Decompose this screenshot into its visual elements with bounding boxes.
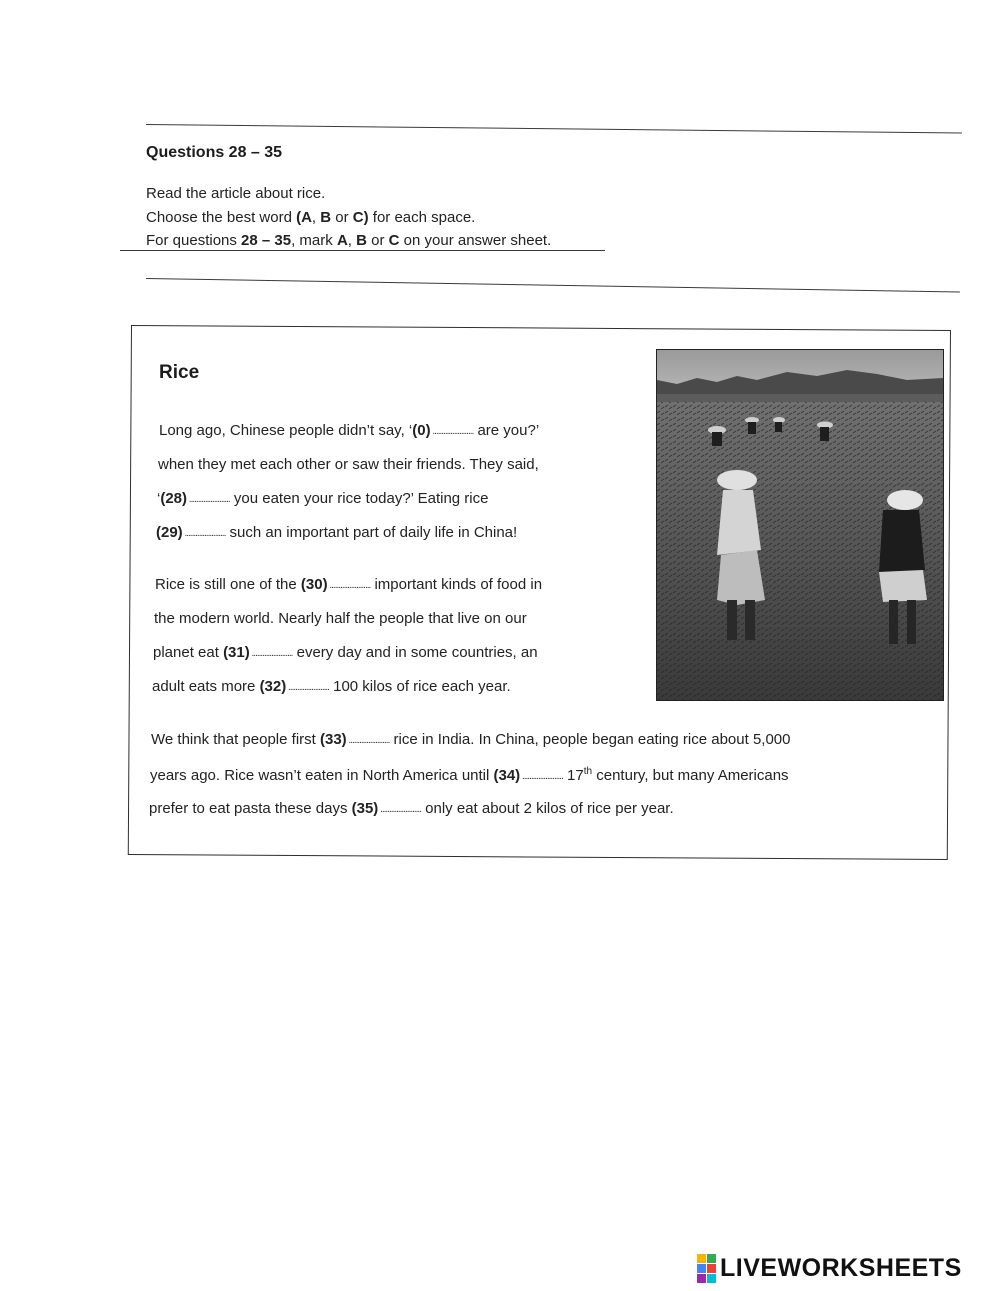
answer-gap: .......................	[430, 426, 474, 437]
logo-cube	[697, 1274, 706, 1283]
answer-gap: .......................	[378, 804, 421, 815]
bold-text: C)	[352, 209, 369, 226]
answer-gap: .......................	[286, 682, 329, 693]
instruction-line-3: For questions 28 – 35, mark A, B or C on your answer sheet.	[146, 232, 552, 249]
instruction-line-2: Choose the best word (A, B or C) for each space.	[146, 209, 476, 226]
bold-text: B	[320, 209, 332, 226]
answer-gap: .......................	[187, 494, 230, 505]
top-rule	[146, 124, 962, 134]
bold-text: (33)	[319, 731, 347, 748]
article-line: planet eat (31) ....................... every day and in some countries, an	[153, 644, 538, 661]
logo-cube	[697, 1264, 706, 1273]
bold-text: B	[356, 232, 367, 249]
answer-gap: .......................	[249, 648, 293, 659]
logo-cube	[697, 1254, 706, 1263]
logo-cube	[707, 1264, 716, 1273]
bold-text: A	[336, 232, 348, 249]
logo-cube	[707, 1254, 716, 1263]
bold-text: (29)	[156, 524, 183, 541]
article-line: prefer to eat pasta these days (35) ....................... only eat about 2 kilos of rice per year.	[149, 800, 674, 817]
bold-text: (0)	[412, 422, 431, 439]
bold-text: (A	[296, 209, 312, 226]
superscript-text: th	[583, 766, 593, 777]
bottom-rule	[146, 278, 960, 292]
instruction-underline	[120, 250, 605, 251]
article-line: Rice is still one of the (30) ....................... important kinds of food in	[155, 576, 543, 593]
answer-gap: .......................	[182, 528, 226, 539]
article-line: when they met each other or saw their friends. They said,	[158, 456, 539, 473]
liveworksheets-logo	[697, 1254, 962, 1283]
answer-gap: .......................	[520, 771, 563, 782]
bold-text: (28)	[160, 490, 188, 507]
answer-gap: .......................	[346, 735, 390, 746]
article-line: (29) ....................... such an important part of daily life in China!	[156, 524, 518, 541]
bold-text: (32)	[259, 678, 287, 695]
bold-text: (30)	[300, 576, 328, 593]
article-line: years ago. Rice wasn’t eaten in North America until (34) ....................... 17th century, but many Americans	[150, 766, 789, 784]
logo-cubes-icon	[697, 1254, 716, 1283]
article-title: Rice	[159, 362, 200, 383]
article-line: ‘(28) ....................... you eaten your rice today?’ Eating rice	[157, 490, 489, 507]
article-line: adult eats more (32) ....................... 100 kilos of rice each year.	[152, 678, 511, 695]
logo-text: LIVEWORKSHEETS	[720, 1254, 962, 1282]
answer-gap: .......................	[327, 580, 371, 591]
article-line: Long ago, Chinese people didn’t say, ‘(0) ....................... are you?’	[159, 422, 540, 439]
article-line: the modern world. Nearly half the people that live on our	[154, 610, 527, 627]
bold-text: (31)	[223, 644, 250, 661]
logo-cube	[707, 1274, 716, 1283]
bold-text: (35)	[351, 800, 379, 817]
questions-heading: Questions 28 – 35	[146, 144, 283, 161]
instruction-line-1: Read the article about rice.	[146, 185, 326, 202]
bold-text: 28 – 35	[241, 232, 292, 249]
article-line: We think that people first (33) ....................... rice in India. In China, people began eating rice about 5,000	[151, 731, 791, 748]
rice-field-photo	[656, 349, 944, 701]
bold-text: (34)	[493, 767, 521, 784]
bold-text: C	[388, 232, 400, 249]
